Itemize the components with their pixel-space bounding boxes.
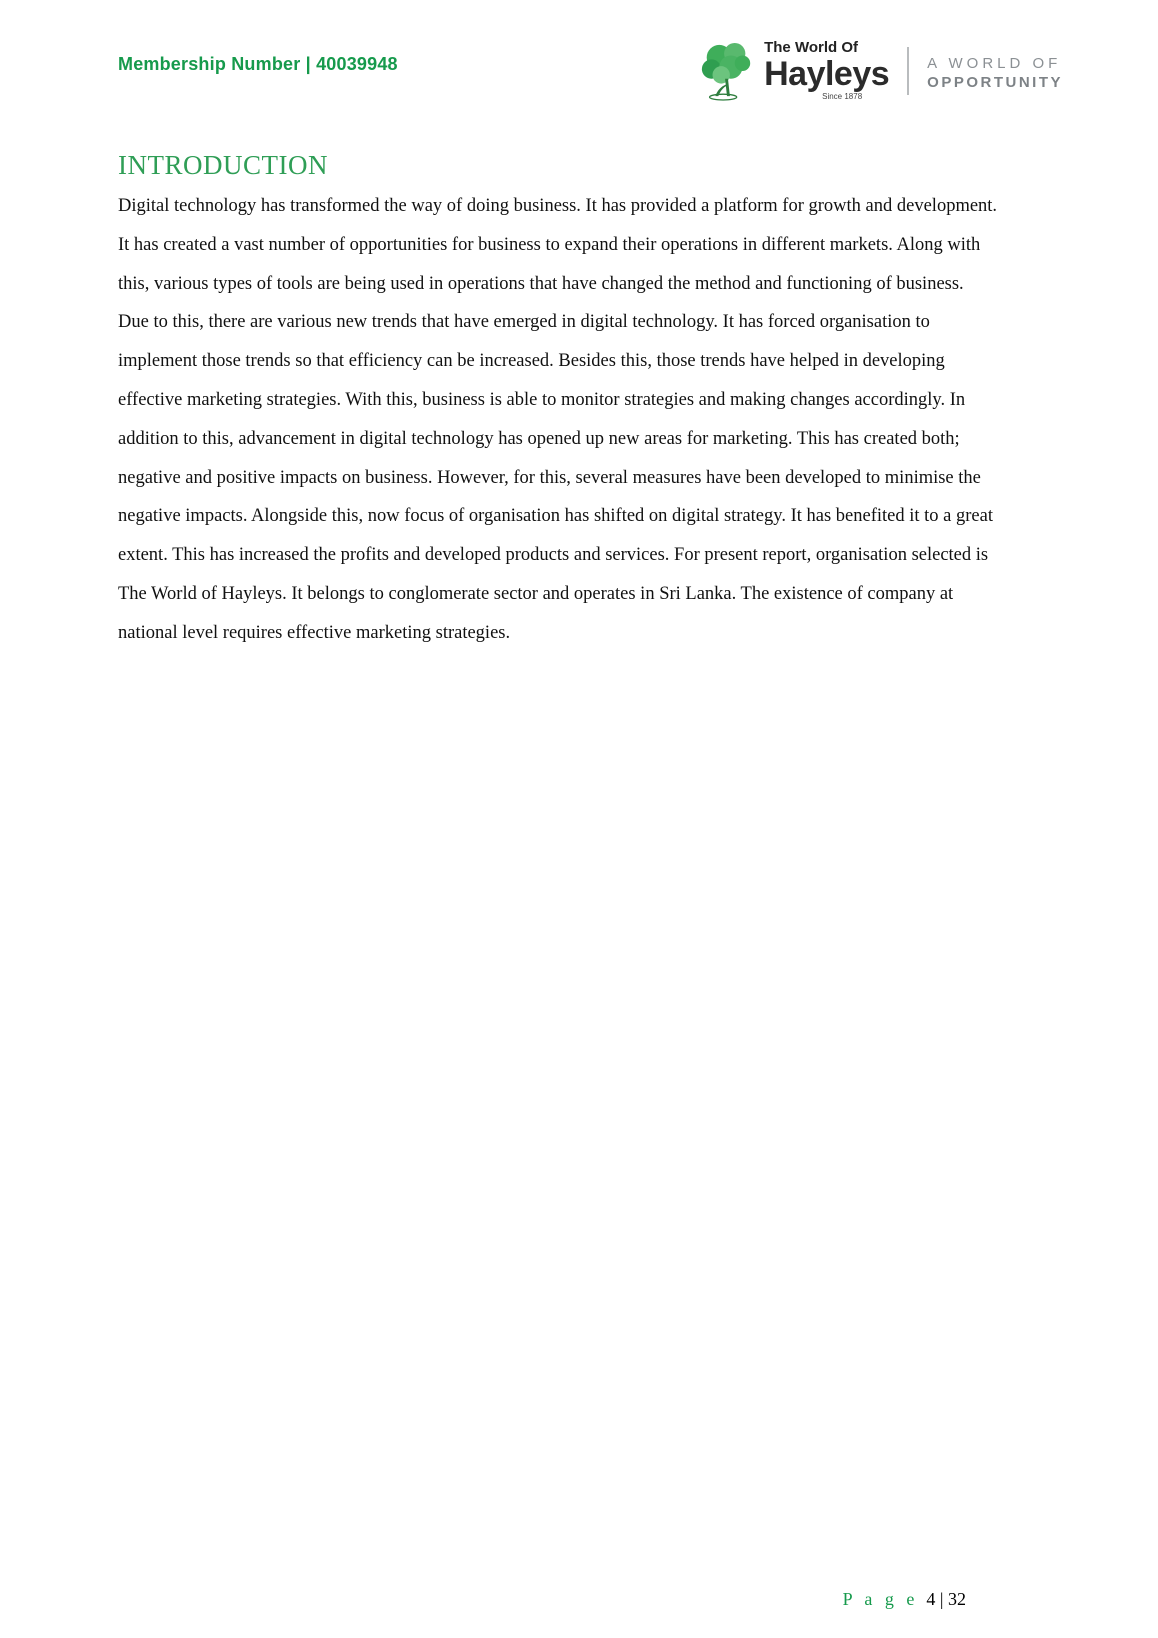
logo-slogan-line2: OPPORTUNITY [927,74,1063,91]
introduction-paragraph: Digital technology has transformed the way of doing business. It has provided a platform for growth and development. It has created a vast number of opportunities for business to expand their operations in different markets. Along with this, various types of tools are being used in operations that have changed the method and functioning of business. Due to this, there are various new trends that have emerged in digital technology. It has forced organisation to implement those trends so that efficiency can be increased. Besides this, those trends have helped in developing effective marketing strategies. With this, business is able to monitor strategies and making changes accordingly. In addition to this, advancement in digital technology has opened up new areas for marketing. This has created both; negative and positive impacts on business. However, for this, several measures have been developed to minimise the negative impacts. Alongside this, now focus of organisation has shifted on digital strategy. It has benefited it to a great extent. This has increased the profits and developed products and services. For present report, organisation selected is The World of Hayleys. It belongs to conglomerate sector and operates in Sri Lanka. The existence of company at national level requires effective marketing strategies. [118,196,998,643]
logo-slogan [927,49,1063,93]
hayleys-logo [698,40,1063,102]
logo-brand-text: Hayleys [764,55,890,93]
hayleys-wordmark [764,40,889,101]
hayleys-tree-icon [698,40,756,102]
logo-slogan-line1: A WORLD OF [927,55,1062,73]
logo-tagline-top: The World Of [764,39,858,56]
logo-since-text: Since 1878 [822,92,863,101]
main-content [118,150,998,653]
section-heading-introduction: INTRODUCTION [118,150,328,180]
membership-number-label: Membership Number | 40039948 [118,54,398,74]
logo-divider [907,47,909,95]
page-header [118,40,1063,102]
hayleys-logo-main [698,40,889,102]
footer-page-word: P a g e [842,1589,919,1609]
page-footer [843,1589,966,1610]
footer-page-number: 4 | 32 [926,1589,966,1609]
